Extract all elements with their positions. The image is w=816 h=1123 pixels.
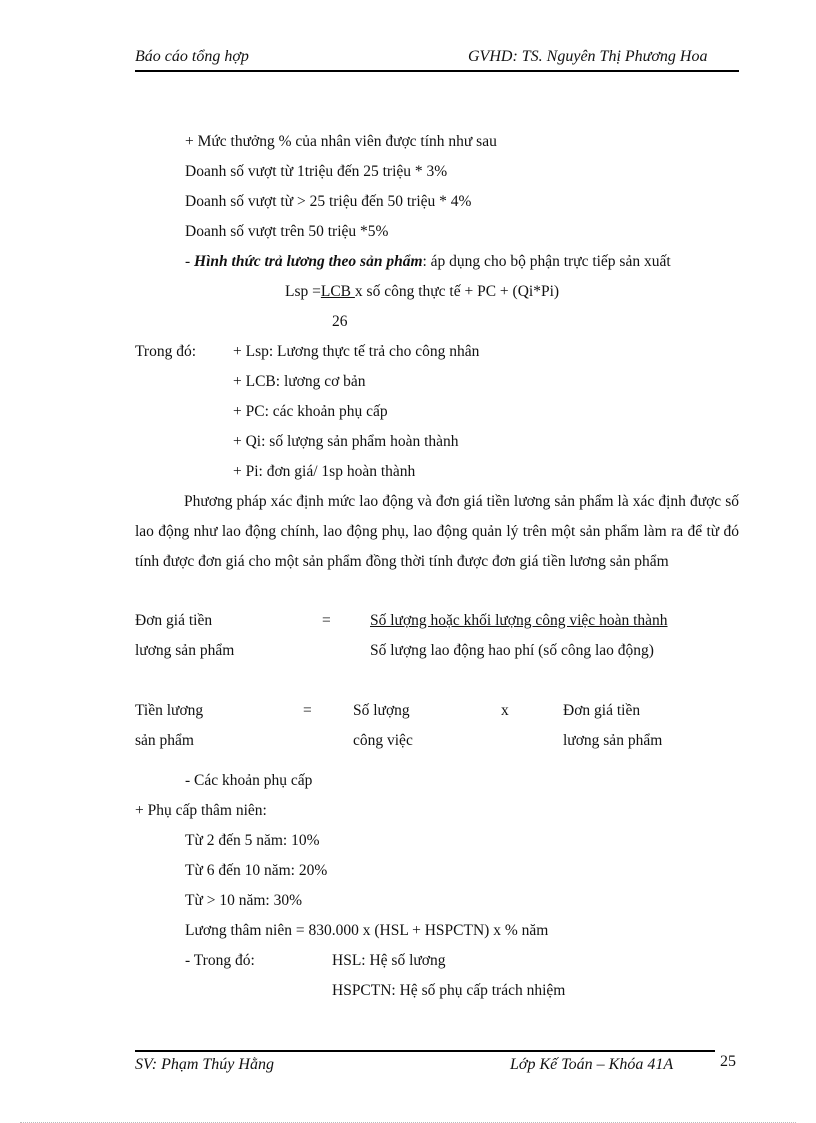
lsp-formula bbox=[285, 283, 559, 301]
seniority-formula: Lương thâm niên = 830.000 x (HSL + HSPCTN) x % năm bbox=[185, 922, 549, 939]
lsp-rhs: x số công thực tế + PC + (Qi*Pi) bbox=[354, 283, 560, 300]
piece-wage-rest: : áp dụng cho bộ phận trực tiếp sản xuất bbox=[422, 253, 671, 270]
wage-right-2: lương sản phẩm bbox=[563, 732, 663, 749]
wage-equals: = bbox=[303, 702, 312, 719]
piece-prefix: - bbox=[185, 253, 195, 270]
wage-mid-2: công việc bbox=[353, 732, 413, 749]
unit-price-denominator: Số lượng lao động hao phí (số công lao động) bbox=[370, 642, 654, 659]
where-item: + LCB: lương cơ bản bbox=[233, 373, 366, 390]
lsp-denominator: 26 bbox=[332, 313, 348, 330]
unit-price-equals: = bbox=[322, 612, 331, 629]
wage-right-1: Đơn giá tiền bbox=[563, 702, 641, 719]
method-paragraph-text: Phương pháp xác định mức lao động và đơn giá tiền lương sản phẩm là xác định được số lao động như lao động chính, lao động phụ, lao động quản lý trên một sản phẩm làm ra để từ đó tính được đơn giá cho một sản phẩm đồng thời tính được đơn giá tiền lương sản phẩm bbox=[135, 493, 739, 570]
lcb-numerator: LCB bbox=[320, 283, 355, 300]
where-item: + Lsp: Lương thực tế trả cho công nhân bbox=[233, 343, 480, 360]
seniority-rate-1: Từ 2 đến 5 năm: 10% bbox=[185, 832, 320, 849]
unit-price-label-1: Đơn giá tiền bbox=[135, 612, 213, 629]
wage-times: x bbox=[501, 702, 509, 719]
bonus-line-2: Doanh số vượt từ > 25 triệu đến 50 triệu * 4% bbox=[185, 193, 472, 210]
wage-mid-1: Số lượng bbox=[353, 702, 410, 719]
seniority-rate-2: Từ 6 đến 10 năm: 20% bbox=[185, 862, 328, 879]
unit-price-label-2: lương sản phẩm bbox=[135, 642, 235, 659]
unit-price-numerator: Số lượng hoặc khối lượng công việc hoàn thành bbox=[370, 612, 668, 629]
allowance-where-label: - Trong đó: bbox=[185, 952, 255, 969]
bonus-line-3: Doanh số vượt trên 50 triệu *5% bbox=[185, 223, 389, 240]
where-label: Trong đó: bbox=[135, 343, 197, 360]
header-right: GVHD: TS. Nguyên Thị Phương Hoa bbox=[468, 48, 708, 65]
method-paragraph bbox=[135, 487, 739, 577]
footer-rule bbox=[135, 1050, 715, 1052]
header-rule bbox=[135, 70, 739, 72]
footer-right: Lớp Kế Toán – Khóa 41A bbox=[510, 1056, 674, 1073]
where-item: + PC: các khoản phụ cấp bbox=[233, 403, 388, 420]
page-number: 25 bbox=[720, 1053, 736, 1070]
wage-label-1: Tiền lương bbox=[135, 702, 204, 719]
header-left: Báo cáo tổng hợp bbox=[135, 48, 249, 65]
lsp-lhs: Lsp = bbox=[285, 283, 321, 300]
footer-left: SV: Phạm Thúy Hằng bbox=[135, 1056, 274, 1073]
where-item: + Qi: số lượng sản phẩm hoàn thành bbox=[233, 433, 459, 450]
piece-wage-title: Hình thức trả lương theo sản phẩm bbox=[194, 253, 423, 270]
hspctn-definition: HSPCTN: Hệ số phụ cấp trách nhiệm bbox=[332, 982, 566, 999]
wage-label-2: sản phẩm bbox=[135, 732, 194, 749]
hsl-definition: HSL: Hệ số lương bbox=[332, 952, 446, 969]
seniority-rate-3: Từ > 10 năm: 30% bbox=[185, 892, 303, 909]
piece-wage-line bbox=[185, 253, 671, 271]
seniority-title: + Phụ cấp thâm niên: bbox=[135, 802, 267, 819]
where-item: + Pi: đơn giá/ 1sp hoàn thành bbox=[233, 463, 416, 480]
bonus-intro: + Mức thưởng % của nhân viên được tính như sau bbox=[185, 133, 497, 150]
bonus-line-1: Doanh số vượt từ 1triệu đến 25 triệu * 3% bbox=[185, 163, 448, 180]
allowance-title: - Các khoản phụ cấp bbox=[185, 772, 313, 789]
